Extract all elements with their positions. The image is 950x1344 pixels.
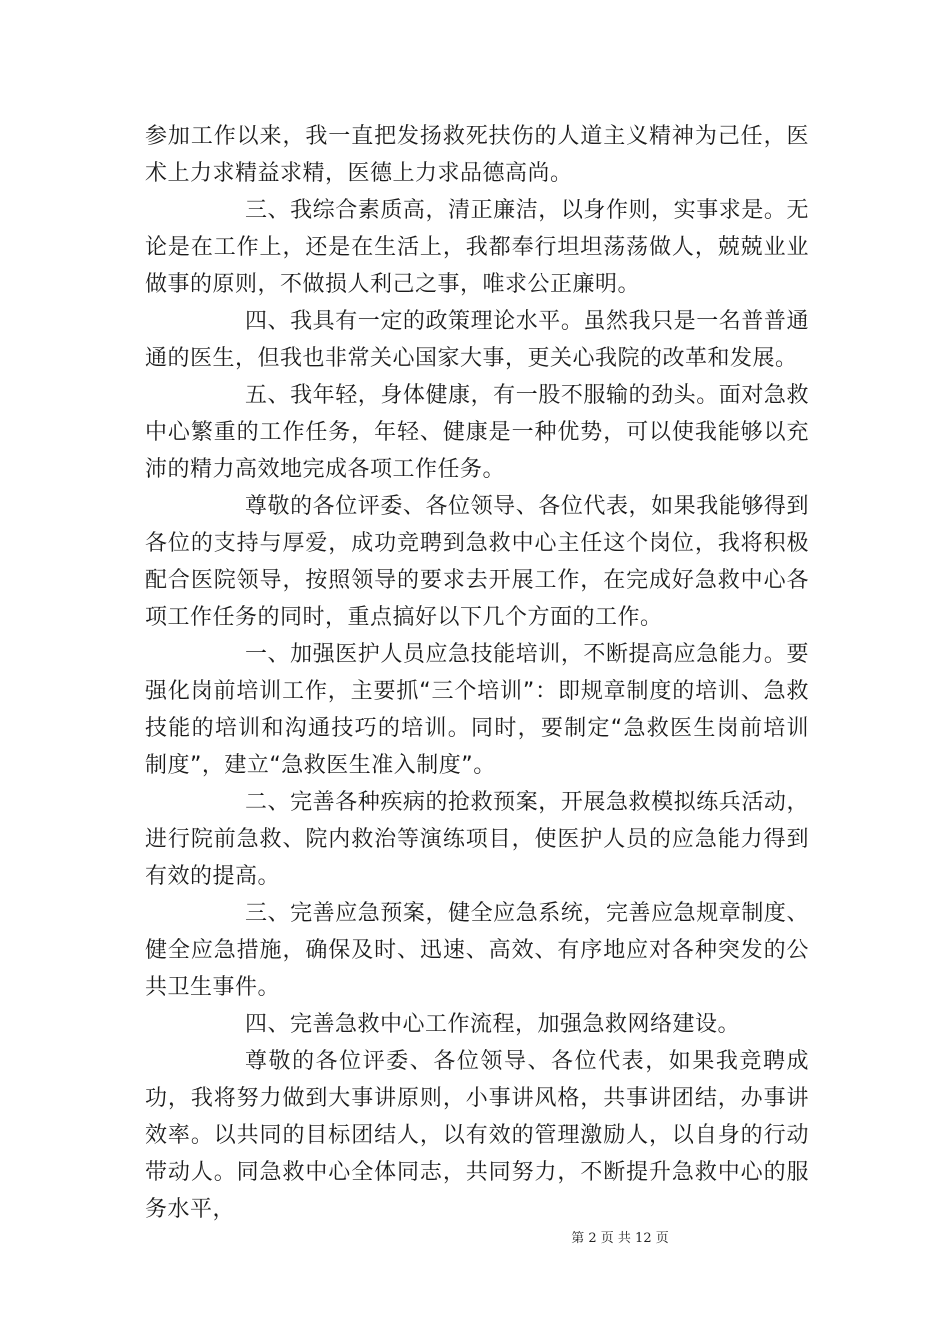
paragraph-address-plan: 尊敬的各位评委、各位领导、各位代表，如果我能够得到各位的支持与厚爱，成功竞聘到急救中心主任这个岗位，我将积极配合医院领导，按照领导的要求去开展工作，在完成好急救中心各项工作任务的同时，重点搞好以下几个方面的工作。 xyxy=(145,494,809,630)
paragraph-continued: 参加工作以来，我一直把发扬救死扶伤的人道主义精神为己任，医术上力求精益求精，医德上力求品德高尚。 xyxy=(145,124,809,186)
paragraph-plan-two-drills: 二、完善各种疾病的抢救预案，开展急救模拟练兵活动，进行院前急救、院内救治等演练项目，使医护人员的应急能力得到有效的提高。 xyxy=(145,790,809,889)
paragraph-plan-one-training: 一、加强医护人员应急技能培训，不断提高应急能力。要强化岗前培训工作，主要抓“三个培训”：即规章制度的培训、急救技能的培训和沟通技巧的培训。同时，要制定“急救医生岗前培训制度”，建立“急救医生准入制度”。 xyxy=(145,642,809,778)
paragraph-plan-four-workflow: 四、完善急救中心工作流程，加强急救网络建设。 xyxy=(245,1012,741,1037)
paragraph-point-five-youth: 五、我年轻，身体健康，有一股不服输的劲头。面对急救中心繁重的工作任务，年轻、健康是一种优势，可以使我能够以充沛的精力高效地完成各项工作任务。 xyxy=(145,383,809,482)
paragraph-closing-address: 尊敬的各位评委、各位领导、各位代表，如果我竞聘成功，我将努力做到大事讲原则，小事讲风格，共事讲团结，办事讲效率。以共同的目标团结人，以有效的管理激励人，以自身的行动带动人。同急救中心全体同志，共同努力，不断提升急救中心的服务水平， xyxy=(145,1049,809,1222)
document-body xyxy=(145,118,809,1228)
page-number-footer: 第 2 页 共 12 页 xyxy=(571,1231,669,1246)
paragraph-point-three-quality: 三、我综合素质高，清正廉洁，以身作则，实事求是。无论是在工作上，还是在生活上，我都奉行坦坦荡荡做人，兢兢业业做事的原则，不做损人利己之事，唯求公正廉明。 xyxy=(145,198,809,297)
paragraph-point-four-policy: 四、我具有一定的政策理论水平。虽然我只是一名普普通通的医生，但我也非常关心国家大事，更关心我院的改革和发展。 xyxy=(145,309,809,371)
paragraph-plan-three-emergency: 三、完善应急预案，健全应急系统，完善应急规章制度、健全应急措施，确保及时、迅速、高效、有序地应对各种突发的公共卫生事件。 xyxy=(145,901,809,1000)
